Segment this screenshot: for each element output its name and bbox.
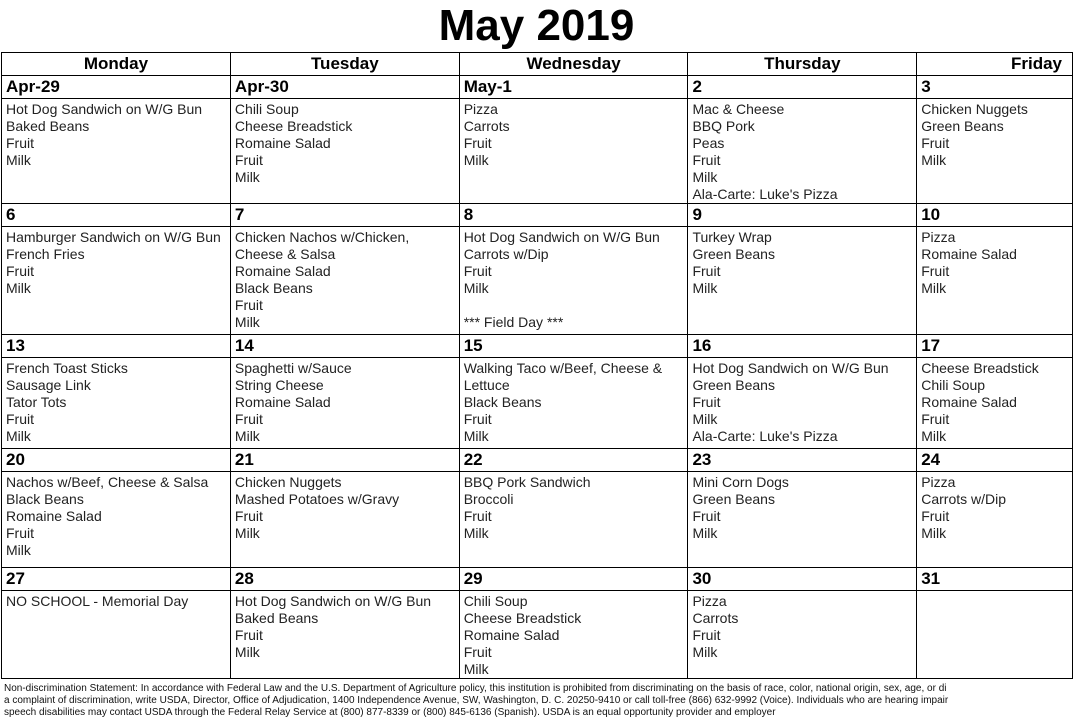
menu-cell-wednesday bbox=[459, 472, 688, 568]
menu-item: Fruit bbox=[692, 394, 721, 410]
menu-item: Milk bbox=[921, 525, 947, 541]
menu-item: Green Beans bbox=[692, 377, 775, 393]
menu-item: Cheese Breadstick bbox=[234, 118, 353, 134]
menu-item: Fruit bbox=[921, 508, 950, 524]
menu-cell-monday bbox=[2, 358, 231, 449]
menu-item: Nachos w/Beef, Cheese & Salsa bbox=[6, 474, 209, 490]
menu-cell-wednesday bbox=[459, 99, 688, 204]
menu-cell-thursday bbox=[688, 358, 917, 449]
menu-item: Romaine Salad bbox=[921, 246, 1017, 262]
menu-item: Milk bbox=[463, 280, 489, 296]
date-cell-monday: 13 bbox=[2, 335, 231, 358]
menu-item: Carrots bbox=[692, 610, 739, 626]
menu-item: Carrots w/Dip bbox=[463, 246, 549, 262]
menu-item: Baked Beans bbox=[6, 118, 90, 134]
menu-item: Sausage Link bbox=[6, 377, 91, 393]
date-cell-friday: 10 bbox=[917, 204, 1073, 227]
menu-item: Fruit bbox=[692, 627, 721, 643]
date-row bbox=[2, 568, 1073, 591]
menu-item: Hamburger Sandwich on W/G Bun bbox=[6, 229, 221, 245]
menu-item: Milk bbox=[463, 525, 489, 541]
menu-item: Fruit bbox=[234, 508, 263, 524]
menu-cell-tuesday bbox=[230, 472, 459, 568]
date-row bbox=[2, 449, 1073, 472]
menu-item: Fruit bbox=[6, 525, 34, 541]
menu-item: Chili Soup bbox=[463, 593, 528, 609]
menu-cell-wednesday bbox=[459, 591, 688, 679]
non-discrimination-statement bbox=[4, 683, 1073, 719]
menu-item: Hot Dog Sandwich on W/G Bun bbox=[6, 101, 203, 117]
menu-item: Mini Corn Dogs bbox=[692, 474, 789, 490]
menu-item: Chicken Nachos w/Chicken, Cheese & Salsa bbox=[234, 229, 410, 262]
date-cell-friday: 3 bbox=[917, 76, 1073, 99]
menu-item: Milk bbox=[692, 525, 718, 541]
menu-cell-thursday bbox=[688, 472, 917, 568]
menu-item: Fruit bbox=[921, 263, 950, 279]
menu-item: BBQ Pork Sandwich bbox=[463, 474, 591, 490]
menu-item: *** Field Day *** bbox=[463, 314, 564, 330]
menu-item: Pizza bbox=[921, 474, 956, 490]
menu-item: Milk bbox=[234, 314, 260, 330]
weekday-header-wednesday: Wednesday bbox=[459, 53, 688, 76]
menu-item: Fruit bbox=[463, 508, 492, 524]
menu-item: Milk bbox=[463, 661, 489, 677]
menu-cell-wednesday bbox=[459, 227, 688, 335]
menu-item: Black Beans bbox=[463, 394, 542, 410]
menu-cell-friday bbox=[917, 227, 1073, 335]
menu-item: Hot Dog Sandwich on W/G Bun bbox=[692, 360, 889, 376]
menu-item: Fruit bbox=[463, 135, 492, 151]
menu-row bbox=[2, 472, 1073, 568]
date-cell-friday: 17 bbox=[917, 335, 1073, 358]
menu-item: Carrots bbox=[463, 118, 510, 134]
menu-item: Milk bbox=[234, 169, 260, 185]
menu-item: Ala-Carte: Luke's Pizza bbox=[692, 186, 838, 202]
menu-item: Chili Soup bbox=[921, 377, 986, 393]
menu-item: Pizza bbox=[463, 101, 498, 117]
menu-item: Milk bbox=[921, 428, 947, 444]
menu-cell-wednesday bbox=[459, 358, 688, 449]
menu-item: Fruit bbox=[692, 263, 721, 279]
footer-line: Non-discrimination Statement: In accordance with Federal Law and the U.S. Department of Agriculture policy, this institution is prohibited from discriminating on the basis of race, color, national origin, sex, age, or di bbox=[4, 683, 947, 694]
menu-cell-tuesday bbox=[230, 99, 459, 204]
menu-item bbox=[464, 297, 688, 314]
menu-item: Chicken Nuggets bbox=[921, 101, 1028, 117]
menu-item: Turkey Wrap bbox=[692, 229, 772, 245]
date-cell-tuesday: 21 bbox=[230, 449, 459, 472]
menu-item: Romaine Salad bbox=[234, 263, 331, 279]
menu-item: Milk bbox=[234, 525, 260, 541]
footer-line: a complaint of discrimination, write USDA, Director, Office of Adjudication, 1400 Independence Avenue, SW, Washington, D. C. 20250-9410 or call toll-free (866) 632-9992 (Voice). Individuals who are hearing impair bbox=[4, 695, 949, 706]
menu-item: Milk bbox=[6, 428, 31, 444]
menu-item: Carrots w/Dip bbox=[921, 491, 1007, 507]
menu-item: BBQ Pork bbox=[692, 118, 755, 134]
menu-row bbox=[2, 227, 1073, 335]
menu-item: French Fries bbox=[6, 246, 85, 262]
date-cell-thursday: 2 bbox=[688, 76, 917, 99]
menu-item: NO SCHOOL - Memorial Day bbox=[6, 593, 189, 609]
menu-item: Fruit bbox=[6, 263, 34, 279]
page-title: May 2019 bbox=[438, 1, 635, 50]
menu-cell-monday bbox=[2, 99, 231, 204]
menu-item: Mac & Cheese bbox=[692, 101, 785, 117]
menu-item: Spaghetti w/Sauce bbox=[234, 360, 352, 376]
menu-item: Chicken Nuggets bbox=[234, 474, 342, 490]
menu-cell-monday bbox=[2, 227, 231, 335]
date-cell-wednesday: 29 bbox=[459, 568, 688, 591]
menu-item: Milk bbox=[234, 428, 260, 444]
menu-item: Milk bbox=[463, 428, 489, 444]
menu-row bbox=[2, 99, 1073, 204]
menu-item: Baked Beans bbox=[234, 610, 319, 626]
menu-item: Ala-Carte: Luke's Pizza bbox=[692, 428, 838, 444]
menu-row bbox=[2, 591, 1073, 679]
menu-row bbox=[2, 358, 1073, 449]
menu-item: Fruit bbox=[463, 263, 492, 279]
menu-item: Black Beans bbox=[6, 491, 84, 507]
menu-cell-friday bbox=[917, 99, 1073, 204]
weekday-header-thursday: Thursday bbox=[688, 53, 917, 76]
menu-item: French Toast Sticks bbox=[6, 360, 128, 376]
menu-item: Romaine Salad bbox=[463, 627, 560, 643]
weekday-header-friday: Friday bbox=[917, 53, 1073, 76]
menu-item: Fruit bbox=[921, 135, 950, 151]
menu-item: Fruit bbox=[234, 152, 263, 168]
menu-cell-monday bbox=[2, 591, 231, 679]
menu-cell-tuesday bbox=[230, 227, 459, 335]
menu-item: Hot Dog Sandwich on W/G Bun bbox=[234, 593, 432, 609]
date-cell-monday: 27 bbox=[2, 568, 231, 591]
menu-item: Romaine Salad bbox=[6, 508, 102, 524]
date-row bbox=[2, 335, 1073, 358]
menu-item: Milk bbox=[921, 280, 947, 296]
menu-item: Romaine Salad bbox=[234, 394, 331, 410]
weekday-header-monday: Monday bbox=[2, 53, 231, 76]
menu-item: Mashed Potatoes w/Gravy bbox=[234, 491, 400, 507]
menu-item: Chili Soup bbox=[234, 101, 299, 117]
menu-item: Fruit bbox=[234, 411, 263, 427]
date-cell-friday: 31 bbox=[917, 568, 1073, 591]
menu-item: Milk bbox=[6, 152, 31, 168]
menu-cell-thursday bbox=[688, 227, 917, 335]
date-cell-monday: 20 bbox=[2, 449, 231, 472]
menu-item: Tator Tots bbox=[6, 394, 67, 410]
menu-cell-tuesday bbox=[230, 358, 459, 449]
menu-item: Peas bbox=[692, 135, 725, 151]
menu-item: Hot Dog Sandwich on W/G Bun bbox=[463, 229, 660, 245]
menu-item: Milk bbox=[234, 644, 260, 660]
menu-item: Milk bbox=[692, 169, 718, 185]
date-cell-wednesday: May-1 bbox=[459, 76, 688, 99]
menu-item: Fruit bbox=[6, 135, 34, 151]
date-cell-thursday: 23 bbox=[688, 449, 917, 472]
date-cell-wednesday: 22 bbox=[459, 449, 688, 472]
menu-item: Green Beans bbox=[692, 246, 775, 262]
date-row bbox=[2, 76, 1073, 99]
menu-item: Fruit bbox=[921, 411, 950, 427]
date-cell-tuesday: 7 bbox=[230, 204, 459, 227]
menu-item: Fruit bbox=[6, 411, 34, 427]
menu-item: Cheese Breadstick bbox=[921, 360, 1039, 376]
date-cell-monday: Apr-29 bbox=[2, 76, 231, 99]
menu-item: Milk bbox=[6, 280, 31, 296]
calendar-grid bbox=[1, 52, 1073, 679]
menu-cell-tuesday bbox=[230, 591, 459, 679]
date-row bbox=[2, 204, 1073, 227]
menu-item: Milk bbox=[692, 280, 718, 296]
menu-cell-thursday bbox=[688, 591, 917, 679]
menu-cell-friday bbox=[917, 591, 1073, 679]
menu-item: Milk bbox=[692, 411, 718, 427]
footer-line: speech disabilities may contact USDA through the Federal Relay Service at (800) 877-8339 or (800) 845-6136 (Spanish). USDA is an equal opportunity provider and employer bbox=[4, 707, 776, 718]
menu-item: Milk bbox=[6, 542, 31, 558]
menu-item: Romaine Salad bbox=[921, 394, 1017, 410]
date-cell-wednesday: 15 bbox=[459, 335, 688, 358]
date-cell-monday: 6 bbox=[2, 204, 231, 227]
menu-item: Fruit bbox=[692, 152, 721, 168]
menu-cell-thursday bbox=[688, 99, 917, 204]
weekday-header-row bbox=[2, 53, 1073, 76]
menu-item: String Cheese bbox=[234, 377, 324, 393]
menu-item: Romaine Salad bbox=[234, 135, 331, 151]
menu-item: Cheese Breadstick bbox=[463, 610, 582, 626]
menu-cell-friday bbox=[917, 358, 1073, 449]
menu-item: Fruit bbox=[692, 508, 721, 524]
date-cell-wednesday: 8 bbox=[459, 204, 688, 227]
menu-item: Pizza bbox=[921, 229, 956, 245]
menu-item: Green Beans bbox=[692, 491, 775, 507]
menu-item: Fruit bbox=[463, 411, 492, 427]
date-cell-tuesday: 14 bbox=[230, 335, 459, 358]
menu-cell-friday bbox=[917, 472, 1073, 568]
date-cell-thursday: 9 bbox=[688, 204, 917, 227]
menu-item: Green Beans bbox=[921, 118, 1004, 134]
menu-item: Milk bbox=[463, 152, 489, 168]
date-cell-tuesday: Apr-30 bbox=[230, 76, 459, 99]
menu-item: Pizza bbox=[692, 593, 727, 609]
date-cell-thursday: 30 bbox=[688, 568, 917, 591]
menu-item: Fruit bbox=[463, 644, 492, 660]
menu-item: Fruit bbox=[234, 297, 263, 313]
date-cell-tuesday: 28 bbox=[230, 568, 459, 591]
menu-item: Black Beans bbox=[234, 280, 313, 296]
menu-item: Fruit bbox=[234, 627, 263, 643]
menu-cell-monday bbox=[2, 472, 231, 568]
date-cell-thursday: 16 bbox=[688, 335, 917, 358]
menu-item: Broccoli bbox=[463, 491, 514, 507]
weekday-header-tuesday: Tuesday bbox=[230, 53, 459, 76]
menu-item: Walking Taco w/Beef, Cheese & Lettuce bbox=[463, 360, 663, 393]
menu-item: Milk bbox=[921, 152, 947, 168]
menu-item: Milk bbox=[692, 644, 718, 660]
date-cell-friday: 24 bbox=[917, 449, 1073, 472]
